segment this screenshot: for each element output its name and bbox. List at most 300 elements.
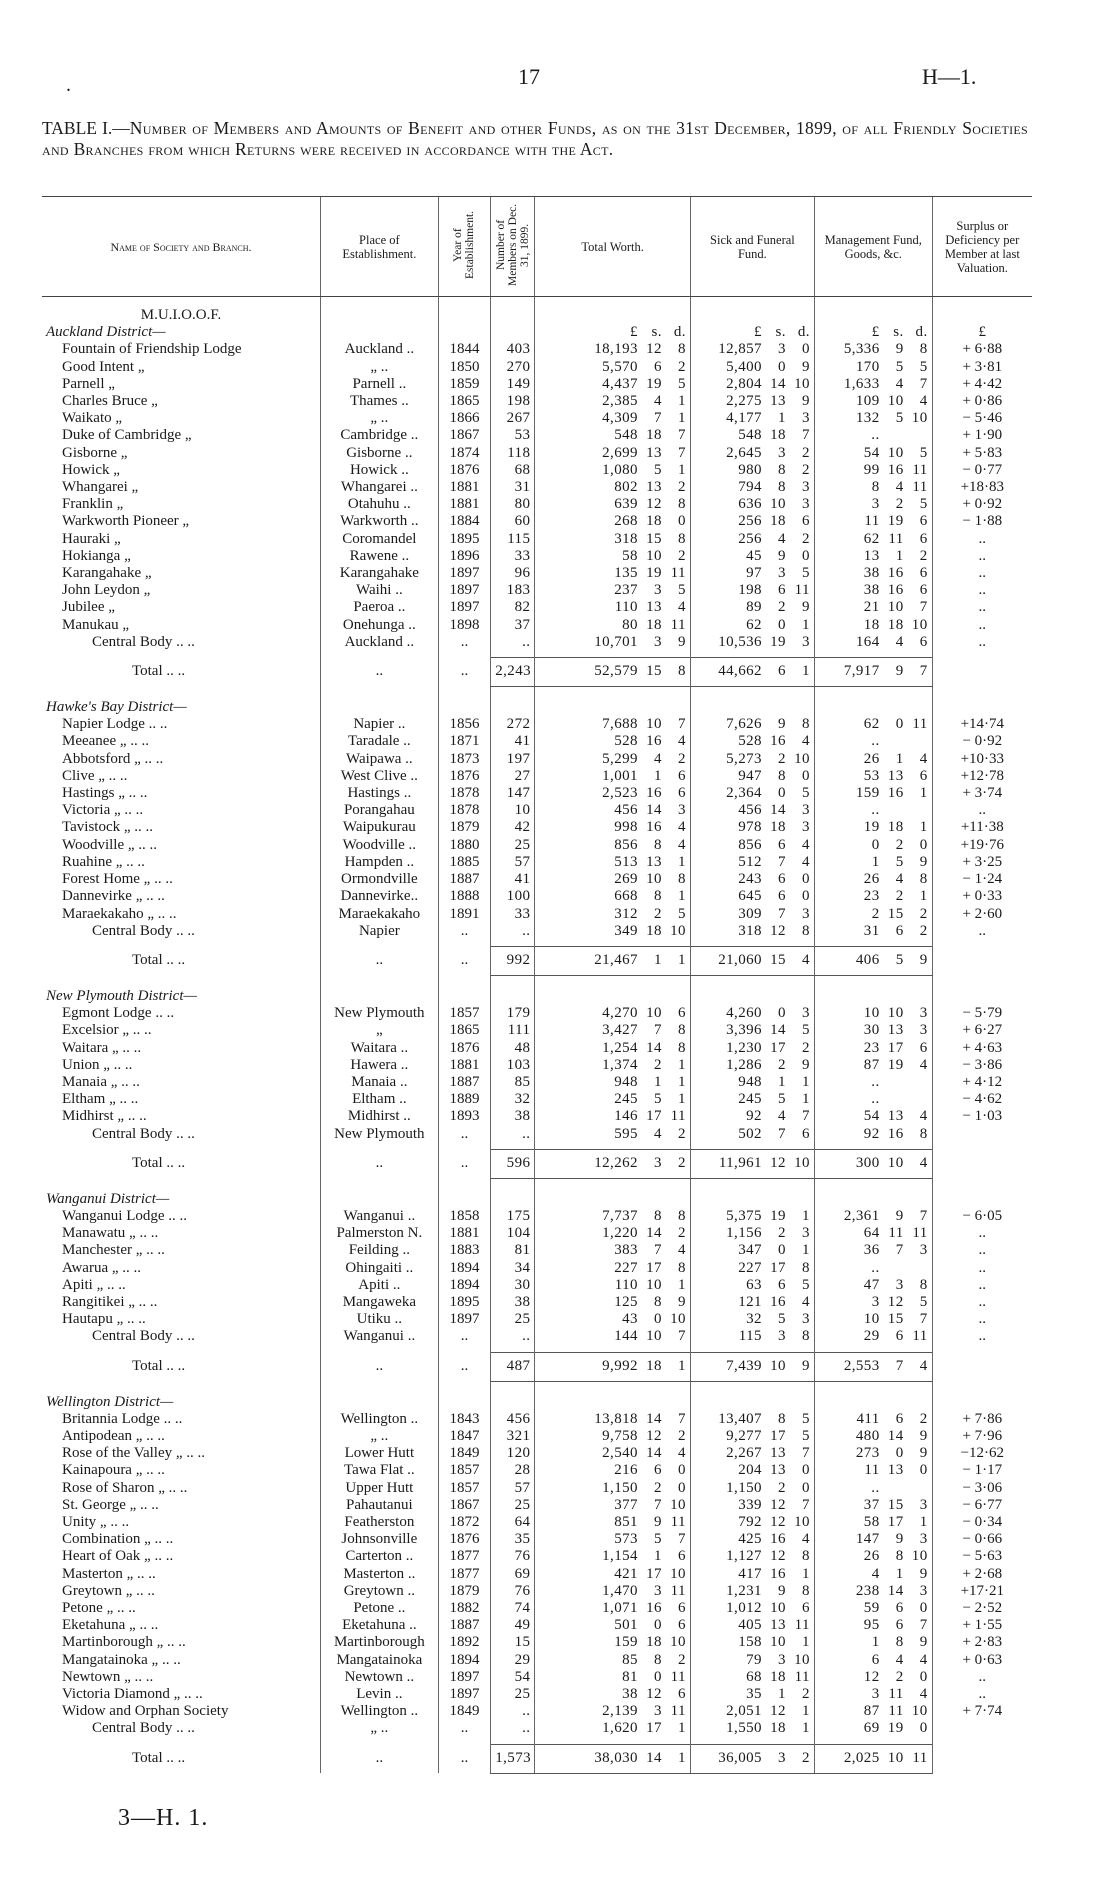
pence: 9 — [678, 1293, 686, 1310]
surplus-per-member: .. — [932, 617, 1032, 634]
shillings: 0 — [778, 1005, 786, 1022]
year-established: .. — [438, 1744, 491, 1773]
management-fund — [814, 1126, 932, 1143]
pounds: 227 — [614, 1259, 638, 1276]
shillings: 17 — [770, 1259, 786, 1276]
year-established: 1885 — [438, 854, 491, 871]
pence: 4 — [919, 1686, 928, 1703]
pence: 4 — [919, 750, 928, 767]
shillings: 10 — [887, 1005, 904, 1022]
spacer-cell — [491, 1381, 535, 1394]
pence: 11 — [670, 1108, 686, 1125]
empty-cell — [932, 988, 1032, 1005]
total-worth — [535, 479, 691, 496]
pence: 4 — [802, 952, 810, 969]
pence: 7 — [678, 716, 686, 733]
member-count: 76 — [491, 1583, 535, 1600]
sick-funeral-fund — [690, 1634, 814, 1651]
pence: 4 — [678, 836, 686, 853]
shillings: 1 — [778, 1073, 786, 1090]
management-fund — [814, 1091, 932, 1108]
pounds: 135 — [614, 565, 638, 582]
shillings: 12 — [770, 1513, 786, 1530]
table-row — [42, 1328, 1032, 1345]
unit-labels — [814, 324, 932, 341]
pounds: 92 — [863, 1125, 880, 1142]
sick-funeral-fund — [690, 837, 814, 854]
surplus-per-member: − 1·03 — [932, 1108, 1032, 1125]
branch-name: Whangarei „ — [62, 479, 139, 496]
total-worth — [535, 837, 691, 854]
pounds: 2,385 — [602, 393, 638, 410]
member-count: 69 — [491, 1566, 535, 1583]
pence: 7 — [919, 599, 928, 616]
unit-label: d. — [797, 324, 810, 341]
empty-cell — [321, 324, 439, 341]
pence: 10 — [670, 922, 686, 939]
management-fund — [814, 599, 932, 616]
management-fund — [814, 376, 932, 393]
surplus-per-member: .. — [932, 1311, 1032, 1328]
empty-cell — [438, 324, 491, 341]
shillings: 2 — [654, 905, 662, 922]
pounds: 639 — [614, 496, 638, 513]
empty-cell — [932, 1394, 1032, 1411]
pence: 11 — [670, 1668, 686, 1685]
shillings: 3 — [778, 1750, 786, 1767]
district-name: Hawke's Bay District— — [46, 699, 187, 716]
management-fund — [814, 1617, 932, 1634]
management-fund — [814, 1074, 932, 1091]
surplus-per-member: − 5·79 — [932, 1005, 1032, 1022]
branch-name: Abbotsford „ .. .. — [62, 750, 164, 767]
table-row — [42, 1260, 1032, 1277]
branch-name: Widow and Orphan Society — [62, 1703, 229, 1720]
year-established: 1897 — [438, 1686, 491, 1703]
shillings: 8 — [778, 1410, 786, 1427]
member-count: 321 — [491, 1428, 535, 1445]
pounds: 52,579 — [594, 663, 638, 680]
pence: 4 — [678, 1242, 686, 1259]
total-worth — [535, 658, 691, 687]
pence: 8 — [678, 530, 686, 547]
surplus-per-member: +19·76 — [932, 837, 1032, 854]
pounds: 7,439 — [726, 1357, 762, 1374]
pounds: 54 — [863, 444, 880, 461]
empty-cell — [535, 988, 691, 1005]
total-worth — [535, 496, 691, 513]
table-row — [42, 1057, 1032, 1074]
shillings: 3 — [654, 1703, 662, 1720]
place-of-establishment: Auckland .. — [321, 341, 439, 358]
pence: 2 — [919, 922, 928, 939]
total-worth — [535, 802, 691, 819]
branch-name: Unity „ .. .. — [62, 1513, 130, 1530]
management-fund — [814, 1352, 932, 1381]
management-fund — [814, 906, 932, 923]
pounds: 10 — [863, 1005, 880, 1022]
branch-name: Antipodean „ .. .. — [62, 1427, 165, 1444]
pence: 3 — [919, 1496, 928, 1513]
pounds: 7,688 — [602, 716, 638, 733]
place-of-establishment: Utiku .. — [321, 1311, 439, 1328]
pence: 5 — [802, 1410, 810, 1427]
spacer-cell — [690, 1381, 814, 1394]
sick-funeral-fund — [690, 496, 814, 513]
shillings: 6 — [778, 836, 786, 853]
year-established: 1898 — [438, 617, 491, 634]
pounds: 1,080 — [602, 461, 638, 478]
pounds: 273 — [855, 1445, 880, 1462]
branch-name: Total .. .. — [132, 1357, 186, 1374]
year-established: 1849 — [438, 1703, 491, 1720]
shillings: 5 — [895, 358, 904, 375]
shillings: 10 — [770, 1600, 786, 1616]
pence: 10 — [670, 1311, 686, 1328]
table-row — [42, 1566, 1032, 1583]
total-worth — [535, 445, 691, 462]
shillings: 2 — [895, 888, 904, 905]
sick-funeral-fund — [690, 768, 814, 785]
member-count: 49 — [491, 1617, 535, 1634]
surplus-per-member: − 0·34 — [932, 1514, 1032, 1531]
pence: 2 — [678, 1125, 686, 1142]
shillings: 14 — [770, 1022, 786, 1039]
year-established: 1897 — [438, 1669, 491, 1686]
pounds: 1,230 — [726, 1039, 762, 1056]
pence: 7 — [919, 375, 928, 392]
branch-name: Fountain of Friendship Lodge — [62, 341, 242, 358]
pence: 0 — [802, 888, 810, 905]
member-count: 25 — [491, 1311, 535, 1328]
table-row — [42, 582, 1032, 599]
shillings: 6 — [778, 888, 786, 905]
society-name: M.U.I.O.O.F. — [140, 307, 222, 323]
sick-funeral-fund — [690, 1686, 814, 1703]
shillings: 17 — [646, 1720, 662, 1737]
management-fund — [814, 1583, 932, 1600]
table-row — [42, 1040, 1032, 1057]
surplus-per-member: .. — [932, 565, 1032, 582]
pence: 1 — [678, 952, 686, 969]
pounds: 11 — [864, 513, 880, 530]
sick-funeral-fund — [690, 1411, 814, 1428]
pounds: 79 — [746, 1651, 762, 1668]
pence: 10 — [911, 410, 928, 427]
shillings: 18 — [646, 922, 662, 939]
pence: 3 — [802, 1225, 810, 1242]
spacer-cell — [491, 975, 535, 988]
shillings: 18 — [770, 427, 786, 444]
pounds: 548 — [614, 427, 638, 444]
table-row — [42, 617, 1032, 634]
total-worth — [535, 462, 691, 479]
pounds: 456 — [738, 802, 762, 819]
pounds: 13,818 — [594, 1410, 638, 1427]
place-of-establishment: Waihi .. — [321, 582, 439, 599]
shillings: 16 — [646, 785, 662, 802]
year-established: 1856 — [438, 716, 491, 733]
pence: 6 — [678, 1548, 686, 1565]
shillings: 16 — [887, 785, 904, 802]
management-fund — [814, 1720, 932, 1737]
pence: 6 — [802, 1125, 810, 1142]
branch-name: Waitara „ .. .. — [62, 1039, 142, 1056]
pounds: 2,804 — [726, 375, 762, 392]
total-worth — [535, 1744, 691, 1773]
management-fund — [814, 531, 932, 548]
year-established: 1882 — [438, 1600, 491, 1617]
branch-name: Awarua „ .. .. — [62, 1259, 142, 1276]
member-count: 100 — [491, 888, 535, 905]
shillings: 7 — [778, 1125, 786, 1142]
place-of-establishment: Mangatainoka — [321, 1652, 439, 1669]
sick-funeral-fund — [690, 1531, 814, 1548]
pence: 8 — [802, 1582, 810, 1599]
branch-name: Midhirst „ .. .. — [62, 1108, 147, 1125]
surplus-per-member: + 1·90 — [932, 427, 1032, 444]
branch-name: Wanganui Lodge .. .. — [62, 1207, 188, 1224]
total-worth — [535, 1091, 691, 1108]
pence: 4 — [919, 393, 928, 410]
sick-funeral-fund — [690, 359, 814, 376]
pounds: 38,030 — [594, 1750, 638, 1767]
spacer-cell — [321, 1178, 439, 1191]
year-established: 1867 — [438, 427, 491, 444]
year-established: 1895 — [438, 1294, 491, 1311]
branch-name: Central Body .. .. — [92, 1720, 195, 1737]
place-of-establishment: Wanganui .. — [321, 1208, 439, 1225]
shillings: 18 — [646, 427, 662, 444]
shillings: 15 — [887, 905, 904, 922]
sick-funeral-fund — [690, 1149, 814, 1178]
shillings: 8 — [654, 1651, 662, 1668]
sick-funeral-fund — [690, 376, 814, 393]
surplus-per-member: + 4·12 — [932, 1074, 1032, 1091]
management-fund — [814, 1057, 932, 1074]
unit-label: £ — [871, 324, 880, 341]
table-row — [42, 565, 1032, 582]
pence: 4 — [678, 1445, 686, 1462]
shillings: 10 — [887, 393, 904, 410]
total-worth — [535, 341, 691, 358]
spacer-cell — [321, 297, 439, 308]
pounds: 125 — [614, 1293, 638, 1310]
shillings: 9 — [778, 547, 786, 564]
pence: 5 — [678, 905, 686, 922]
year-established: 1897 — [438, 582, 491, 599]
shillings: 4 — [778, 1108, 786, 1125]
year-established: 1880 — [438, 837, 491, 854]
shillings: 0 — [895, 716, 904, 733]
surplus-per-member: .. — [932, 582, 1032, 599]
place-of-establishment: Whangarei .. — [321, 479, 439, 496]
year-established: 1859 — [438, 376, 491, 393]
pence: 2 — [802, 444, 810, 461]
place-of-establishment: Feilding .. — [321, 1242, 439, 1259]
year-established: 1857 — [438, 1005, 491, 1022]
spacer-cell — [535, 1381, 691, 1394]
sick-funeral-fund — [690, 888, 814, 905]
pence: 2 — [919, 1410, 928, 1427]
empty-cell — [491, 307, 535, 324]
pounds: 668 — [614, 888, 638, 905]
place-of-establishment: Napier — [321, 923, 439, 940]
shillings: 12 — [887, 1293, 904, 1310]
pence: 11 — [912, 716, 928, 733]
management-fund — [814, 854, 932, 871]
shillings: 9 — [895, 1531, 904, 1548]
shillings: 17 — [646, 1259, 662, 1276]
member-count: 25 — [491, 1497, 535, 1514]
sick-funeral-fund — [690, 1445, 814, 1462]
place-of-establishment: Ormondville — [321, 871, 439, 888]
shillings: 3 — [778, 565, 786, 582]
pence: 1 — [802, 616, 810, 633]
pounds: .. — [871, 1073, 880, 1090]
pounds: 1,156 — [726, 1225, 762, 1242]
surplus-per-member: + 3·81 — [932, 359, 1032, 376]
shillings: 1 — [654, 767, 662, 784]
pence: 1 — [802, 1703, 810, 1720]
pounds: 23 — [863, 1039, 880, 1056]
member-count: 267 — [491, 410, 535, 427]
pence: 8 — [678, 663, 686, 680]
table-row — [42, 1652, 1032, 1669]
management-fund — [814, 1652, 932, 1669]
branch-name: Manchester „ .. .. — [62, 1242, 165, 1259]
spacer-cell — [690, 1178, 814, 1191]
place-of-establishment: „ — [321, 1022, 439, 1039]
surplus-per-member: + 7·96 — [932, 1428, 1032, 1445]
shillings: 0 — [654, 1617, 662, 1634]
shillings: 7 — [895, 1357, 904, 1374]
surplus-per-member: .. — [932, 802, 1032, 819]
pence: 5 — [678, 582, 686, 599]
sick-funeral-fund — [690, 1074, 814, 1091]
spacer-cell — [438, 975, 491, 988]
pounds: 256 — [738, 513, 762, 530]
shillings: 11 — [888, 1225, 904, 1242]
unit-label: £ — [754, 324, 762, 341]
shillings: 18 — [646, 1634, 662, 1651]
district-name: Wellington District— — [46, 1393, 174, 1410]
pounds: 2,553 — [843, 1357, 880, 1374]
year-established: 1881 — [438, 1225, 491, 1242]
shillings: 8 — [778, 767, 786, 784]
shillings: 6 — [778, 871, 786, 888]
sick-funeral-fund — [690, 819, 814, 836]
place-of-establishment: Porangahau — [321, 802, 439, 819]
branch-name: Ruahine „ .. .. — [62, 853, 145, 870]
unit-labels — [535, 324, 691, 341]
shillings: 10 — [887, 1155, 904, 1172]
surplus-per-member: + 3·74 — [932, 785, 1032, 802]
spacer-cell — [438, 1381, 491, 1394]
shillings: 3 — [654, 582, 662, 599]
sick-funeral-fund — [690, 1617, 814, 1634]
surplus-per-member: + 2·60 — [932, 906, 1032, 923]
table-body — [42, 297, 1032, 1774]
pounds: 978 — [738, 819, 762, 836]
member-count: 33 — [491, 548, 535, 565]
total-worth — [535, 888, 691, 905]
shillings: 14 — [646, 1039, 662, 1056]
branch-name: Parnell „ — [62, 375, 115, 392]
table-row — [42, 1686, 1032, 1703]
pence: 3 — [802, 905, 810, 922]
pounds: 948 — [738, 1073, 762, 1090]
year-established: 1897 — [438, 599, 491, 616]
sick-funeral-fund — [690, 946, 814, 975]
pounds: 309 — [738, 905, 762, 922]
year-established: 1873 — [438, 751, 491, 768]
year-established: 1883 — [438, 1242, 491, 1259]
pounds: 38 — [622, 1686, 638, 1703]
pounds: 268 — [614, 513, 638, 530]
pounds: 411 — [856, 1410, 880, 1427]
management-fund — [814, 716, 932, 733]
total-worth — [535, 1445, 691, 1462]
pence: 10 — [911, 1548, 928, 1565]
surplus-per-member: .. — [932, 1260, 1032, 1277]
pounds: 794 — [738, 479, 762, 496]
pounds: 1,150 — [602, 1479, 638, 1496]
table-row — [42, 1531, 1032, 1548]
year-established: 1887 — [438, 1074, 491, 1091]
header-dot: . — [66, 74, 71, 96]
pence: 6 — [802, 513, 810, 530]
surplus-per-member: + 3·25 — [932, 854, 1032, 871]
sick-funeral-fund — [690, 1462, 814, 1479]
pounds: 2,699 — [602, 444, 638, 461]
pounds: 144 — [614, 1328, 638, 1345]
pence: 8 — [919, 1276, 928, 1293]
total-worth — [535, 1548, 691, 1565]
branch-name: Tavistock „ .. .. — [62, 819, 154, 836]
surplus-per-member: +18·83 — [932, 479, 1032, 496]
sick-funeral-fund — [690, 1703, 814, 1720]
pence: 1 — [802, 1207, 810, 1224]
branch-name: Karangahake „ — [62, 565, 152, 582]
shillings: 13 — [770, 1445, 786, 1462]
table-row — [42, 1411, 1032, 1428]
surplus-per-member: .. — [932, 923, 1032, 940]
surplus-per-member: + 1·55 — [932, 1617, 1032, 1634]
pounds: 21 — [863, 599, 880, 616]
shillings: 2 — [895, 836, 904, 853]
shillings: 8 — [654, 1207, 662, 1224]
pounds: 10 — [863, 1311, 880, 1328]
surplus-per-member: − 6·77 — [932, 1497, 1032, 1514]
sick-funeral-fund — [690, 1108, 814, 1125]
branch-name: Jubilee „ — [62, 599, 115, 616]
total-worth — [535, 1260, 691, 1277]
member-count: 2,243 — [491, 658, 535, 687]
branch-name: Britannia Lodge .. .. — [62, 1410, 183, 1427]
sick-funeral-fund — [690, 341, 814, 358]
surplus-per-member: − 5·63 — [932, 1548, 1032, 1565]
shillings: 8 — [778, 461, 786, 478]
year-established: 1872 — [438, 1514, 491, 1531]
pence: 4 — [678, 599, 686, 616]
place-of-establishment: Karangahake — [321, 565, 439, 582]
total-worth — [535, 393, 691, 410]
shillings: 9 — [895, 1207, 904, 1224]
pounds: 347 — [738, 1242, 762, 1259]
table-row — [42, 1600, 1032, 1617]
shillings: 6 — [654, 358, 662, 375]
